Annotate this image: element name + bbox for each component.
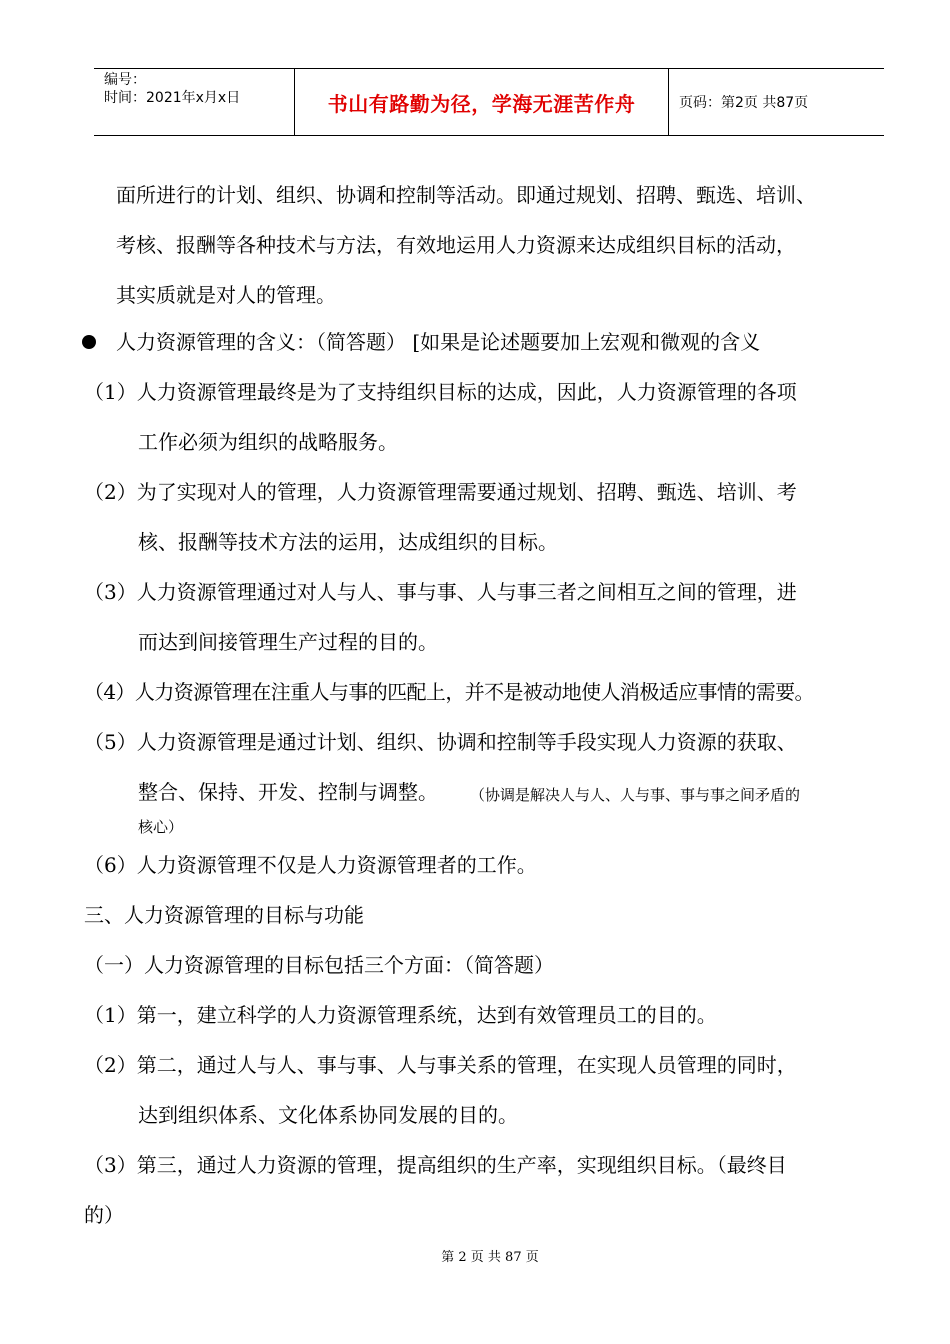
time-label: 时间：2021年x月x日 — [104, 90, 241, 106]
text-line: 达到组织体系、文化体系协同发展的目的。 — [138, 1103, 518, 1127]
header-page-info: 页码：第2页 共87页 — [679, 95, 809, 111]
text-line: （1）人力资源管理最终是为了支持组织目标的达成，因此，人力资源管理的各项 — [84, 380, 797, 404]
section-heading: 三、人力资源管理的目标与功能 — [84, 903, 364, 927]
text-line: （2）为了实现对人的管理，人力资源管理需要通过规划、招聘、甄选、培训、考 — [84, 480, 797, 504]
header-motto: 书山有路勤为径，学海无涯苦作舟 — [295, 69, 669, 135]
document-header — [94, 68, 884, 136]
text-line: 面所进行的计划、组织、协调和控制等活动。即通过规划、招聘、甄选、培训、 — [116, 183, 816, 207]
number-label: 编号： — [104, 72, 146, 88]
text-line: 整合、保持、开发、控制与调整。 — [138, 780, 438, 804]
text-line: 考核、报酬等各种技术与方法，有效地运用人力资源来达成组织目标的活动， — [116, 233, 796, 257]
text-line: （5）人力资源管理是通过计划、组织、协调和控制等手段实现人力资源的获取、 — [84, 730, 797, 754]
text-line: （1）第一，建立科学的人力资源管理系统，达到有效管理员工的目的。 — [84, 1003, 717, 1027]
text-line: 而达到间接管理生产过程的目的。 — [138, 630, 438, 654]
text-line: （6）人力资源管理不仅是人力资源管理者的工作。 — [84, 853, 537, 877]
subsection-heading: （一）人力资源管理的目标包括三个方面：（简答题） — [84, 953, 554, 977]
text-line: （4）人力资源管理在注重人与事的匹配上，并不是被动地使人消极适应事情的需要。 — [84, 680, 814, 704]
text-line: 其实质就是对人的管理。 — [116, 283, 336, 307]
text-line: 的） — [84, 1203, 124, 1227]
page-footer: 第 2 页 共 87 页 — [441, 1250, 539, 1265]
header-meta — [94, 69, 295, 135]
text-note: （协调是解决人与人、人与事、事与事之间矛盾的 — [470, 786, 801, 804]
text-line: 工作必须为组织的战略服务。 — [138, 430, 398, 454]
text-line: （3）第三，通过人力资源的管理，提高组织的生产率，实现组织目标。（最终目 — [84, 1153, 787, 1177]
text-line: （3）人力资源管理通过对人与人、事与事、人与事三者之间相互之间的管理，进 — [84, 580, 797, 604]
text-line: （2）第二，通过人与人、事与事、人与事关系的管理，在实现人员管理的同时， — [84, 1053, 797, 1077]
bullet-icon — [82, 335, 96, 349]
text-line: 核、报酬等技术方法的运用，达成组织的目标。 — [138, 530, 558, 554]
text-line: 人力资源管理的含义：（简答题） [如果是论述题要加上宏观和微观的含义 — [116, 330, 761, 354]
text-note: 核心） — [138, 818, 184, 836]
